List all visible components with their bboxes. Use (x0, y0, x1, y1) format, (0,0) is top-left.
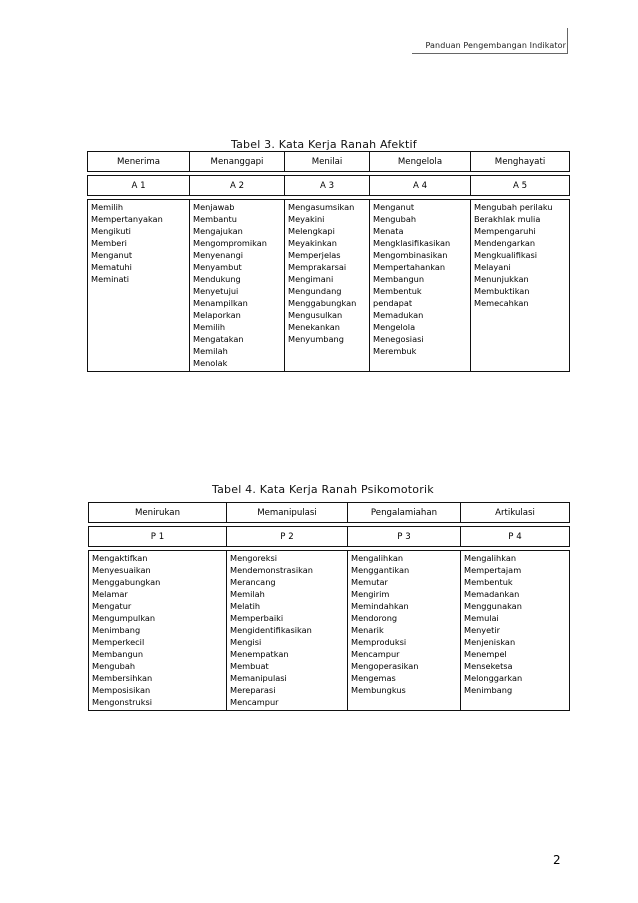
table3-verb-column (471, 200, 570, 372)
table4-psikomotorik (88, 502, 570, 711)
table3-verb-column (190, 200, 285, 372)
table4-code-cell: P 3 (348, 527, 461, 547)
table4-header-row (89, 503, 570, 523)
verb-item: Mempertajam (464, 565, 522, 575)
running-header: Panduan Pengembangan Indikator (425, 41, 566, 50)
verb-item: Melamar (92, 589, 128, 599)
verb-item: Mengajukan (193, 226, 243, 236)
verb-item: Menimbang (464, 685, 513, 695)
table4-verb-column (89, 551, 227, 711)
table4-code-cell: P 4 (461, 527, 570, 547)
verb-item: Menganut (373, 202, 415, 212)
verb-item: Memecahkan (474, 298, 529, 308)
header-rule (412, 53, 567, 54)
verb-item: Menggunakan (464, 601, 522, 611)
verb-item: Mengubah perilaku (474, 202, 553, 212)
verb-item: Menolak (193, 358, 228, 368)
verb-item: Menegosiasi (373, 334, 424, 344)
verb-item: Mencampur (230, 697, 279, 707)
verb-item: Memperbaiki (230, 613, 284, 623)
verb-item: Mengalihkan (464, 553, 517, 563)
verb-item: Memilah (230, 589, 265, 599)
verb-item: Berakhlak mulia (474, 214, 541, 224)
verb-item: Mencampur (351, 649, 400, 659)
table3-code-row (88, 176, 570, 196)
verb-item: Meminati (91, 274, 130, 284)
table4-header-cell: Artikulasi (461, 503, 570, 523)
verb-item: Melatih (230, 601, 261, 611)
table4-verb-row (89, 551, 570, 711)
table4-header-cell: Menirukan (89, 503, 227, 523)
table4-code-row (89, 527, 570, 547)
verb-item: Menganut (91, 250, 133, 260)
verb-item: Merancang (230, 577, 276, 587)
verb-item: Memilah (193, 346, 228, 356)
verb-item: Memprakarsai (288, 262, 347, 272)
table3-code-cell: A 3 (285, 176, 370, 196)
verb-item: Membentuk (464, 577, 513, 587)
verb-item: Mengkualifikasi (474, 250, 538, 260)
verb-item: Memproduksi (351, 637, 407, 647)
verb-item: Memadankan (464, 589, 520, 599)
verb-item: Memutar (351, 577, 388, 587)
verb-item: Membantu (193, 214, 237, 224)
verb-item: Merembuk (373, 346, 417, 356)
table3-verb-row (88, 200, 570, 372)
verb-item: Mengelola (373, 322, 416, 332)
verb-item: Melengkapi (288, 226, 335, 236)
verb-item: Memadukan (373, 310, 424, 320)
table3-code-cell: A 4 (370, 176, 471, 196)
table3-code-cell: A 1 (88, 176, 190, 196)
verb-item: Mengalihkan (351, 553, 404, 563)
verb-item: Mengubah (373, 214, 417, 224)
table4-header-cell: Pengalamiahan (348, 503, 461, 523)
verb-item: Menyesuaikan (92, 565, 151, 575)
table4-code-cell: P 1 (89, 527, 227, 547)
verb-item: Memanipulasi (230, 673, 287, 683)
verb-item: Mendukung (193, 274, 241, 284)
verb-item: Membersihkan (92, 673, 153, 683)
verb-item: Memperjelas (288, 250, 341, 260)
table3-code-cell: A 2 (190, 176, 285, 196)
verb-item: Membuat (230, 661, 269, 671)
verb-item: Mengusulkan (288, 310, 343, 320)
table3-header-cell: Menerima (88, 152, 190, 172)
table3-caption: Tabel 3. Kata Kerja Ranah Afektif (231, 138, 417, 151)
table4-verb-column (348, 551, 461, 711)
verb-item: Menata (373, 226, 404, 236)
table4-caption: Tabel 4. Kata Kerja Ranah Psikomotorik (212, 483, 434, 496)
verb-item: Menseketsa (464, 661, 513, 671)
verb-item: Mengikuti (91, 226, 131, 236)
table4-verb-column (461, 551, 570, 711)
verb-item: Mengompromikan (193, 238, 267, 248)
verb-item: Membungkus (351, 685, 406, 695)
verb-item: Menempel (464, 649, 507, 659)
table4-code-cell: P 2 (227, 527, 348, 547)
table4-verb-column (227, 551, 348, 711)
verb-item: Membuktikan (474, 286, 530, 296)
table3-verb-column (88, 200, 190, 372)
verb-item: Mengaktifkan (92, 553, 148, 563)
verb-item: Mengirim (351, 589, 390, 599)
verb-item: pendapat (373, 298, 413, 308)
verb-item: Menjawab (193, 202, 235, 212)
verb-item: Menyenangi (193, 250, 244, 260)
verb-item: Mengisi (230, 637, 262, 647)
verb-item: Menyetujui (193, 286, 239, 296)
verb-item: Menempatkan (230, 649, 289, 659)
table3-verb-column (370, 200, 471, 372)
verb-item: Melayani (474, 262, 511, 272)
verb-item: Membentuk (373, 286, 422, 296)
verb-item: Mempertanyakan (91, 214, 163, 224)
verb-item: Memulai (464, 613, 499, 623)
verb-item: Mengundang (288, 286, 342, 296)
verb-item: Mempertahankan (373, 262, 446, 272)
verb-item: Mendorong (351, 613, 398, 623)
verb-item: Mengoreksi (230, 553, 278, 563)
verb-item: Menggantikan (351, 565, 410, 575)
page-number: 2 (553, 853, 561, 867)
verb-item: Mengklasifikasikan (373, 238, 451, 248)
table4-header-cell: Memanipulasi (227, 503, 348, 523)
verb-item: Memposisikan (92, 685, 151, 695)
verb-item: Menimbang (92, 625, 141, 635)
verb-item: Melaporkan (193, 310, 241, 320)
verb-item: Meyakini (288, 214, 325, 224)
verb-item: Mengombinasikan (373, 250, 448, 260)
verb-item: Mengumpulkan (92, 613, 156, 623)
verb-item: Membangun (92, 649, 144, 659)
verb-item: Memperkecil (92, 637, 145, 647)
verb-item: Meyakinkan (288, 238, 337, 248)
verb-item: Memilih (91, 202, 124, 212)
verb-item: Menggabungkan (288, 298, 357, 308)
verb-item: Memberi (91, 238, 127, 248)
verb-item: Menyetir (464, 625, 501, 635)
table3-header-cell: Menanggapi (190, 152, 285, 172)
table3-header-cell: Menghayati (471, 152, 570, 172)
verb-item: Mematuhi (91, 262, 132, 272)
verb-item: Mengemas (351, 673, 396, 683)
verb-item: Menarik (351, 625, 384, 635)
table3-header-cell: Menilai (285, 152, 370, 172)
verb-item: Mereparasi (230, 685, 276, 695)
verb-item: Menyambut (193, 262, 242, 272)
verb-item: Membangun (373, 274, 425, 284)
verb-item: Menyumbang (288, 334, 344, 344)
verb-item: Mengonstruksi (92, 697, 152, 707)
verb-item: Mendemonstrasikan (230, 565, 313, 575)
verb-item: Melonggarkan (464, 673, 523, 683)
verb-item: Memindahkan (351, 601, 409, 611)
verb-item: Mengatur (92, 601, 132, 611)
verb-item: Mengubah (92, 661, 136, 671)
verb-item: Menekankan (288, 322, 340, 332)
verb-item: Menampilkan (193, 298, 248, 308)
verb-item: Mengoperasikan (351, 661, 419, 671)
verb-item: Menunjukkan (474, 274, 529, 284)
header-vertical-rule (567, 28, 568, 54)
table3-header-cell: Mengelola (370, 152, 471, 172)
verb-item: Menjeniskan (464, 637, 516, 647)
verb-item: Mengidentifikasikan (230, 625, 312, 635)
table3-verb-column (285, 200, 370, 372)
verb-item: Mengatakan (193, 334, 244, 344)
verb-item: Mengasumsikan (288, 202, 355, 212)
verb-item: Mendengarkan (474, 238, 536, 248)
verb-item: Mengimani (288, 274, 334, 284)
verb-item: Menggabungkan (92, 577, 161, 587)
table3-afektif (87, 151, 570, 372)
table3-code-cell: A 5 (471, 176, 570, 196)
table3-header-row (88, 152, 570, 172)
verb-item: Mempengaruhi (474, 226, 536, 236)
verb-item: Memilih (193, 322, 226, 332)
